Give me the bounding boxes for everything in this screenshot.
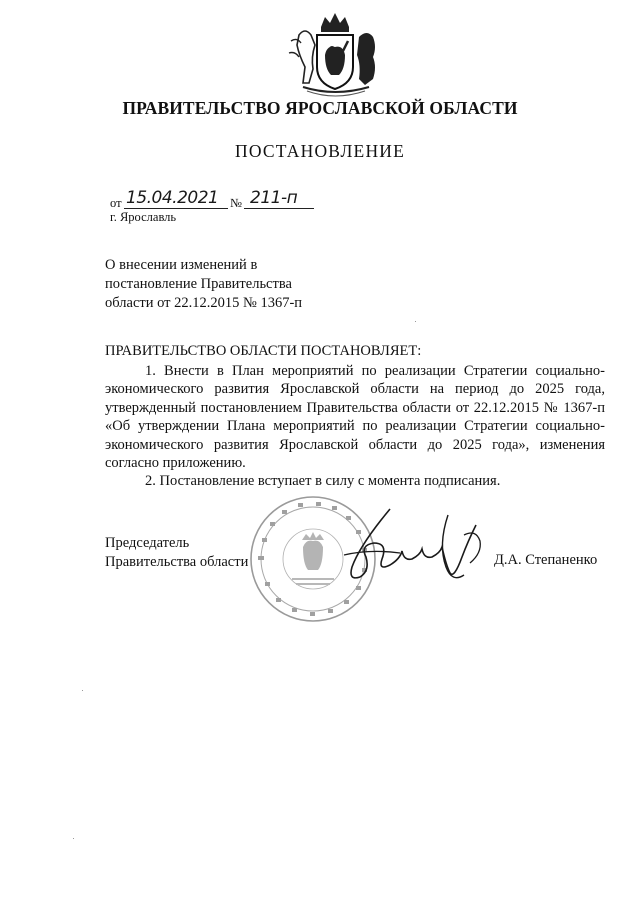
document-type: ПОСТАНОВЛЕНИЕ — [234, 141, 406, 161]
subject-line: О внесении изменений в — [105, 257, 258, 273]
number-value: 211-п — [250, 188, 298, 208]
signatory-title — [105, 534, 248, 572]
coat-of-arms-icon — [285, 5, 385, 101]
subject-block — [105, 256, 365, 313]
scan-speck — [73, 838, 74, 839]
date-value: 15.04.2021 — [126, 188, 219, 208]
body-text — [105, 362, 605, 491]
subject-line: постановление Правительства — [105, 276, 292, 292]
date-underline — [124, 208, 228, 209]
clause-1: 1. Внести в План мероприятий по реализации Стратегии социально-экономического развития Ярославской области на период до 2025 года, утвержденный постановлением Правительства области от 22.12.2015 № 1367-п «Об утверждении Плана мероприятий по реализации Стратегии социально-экономического развития Ярославской области до 2025 года», изменения согласно приложению. — [105, 363, 605, 472]
resolves-heading: ПРАВИТЕЛЬСТВО ОБЛАСТИ ПОСТАНОВЛЯЕТ: — [105, 343, 422, 359]
signatory-title-line: Правительства области — [105, 554, 249, 570]
scan-speck — [82, 690, 83, 691]
signatory-title-line: Председатель — [105, 535, 190, 551]
handwritten-signature-icon — [330, 505, 490, 595]
number-underline — [244, 208, 314, 209]
city-label: г. Ярославль — [110, 210, 177, 224]
number-prefix: № — [230, 196, 242, 210]
date-prefix: от — [110, 196, 122, 210]
signatory-name: Д.А. Степаненко — [494, 552, 598, 568]
subject-line: области от 22.12.2015 № 1367-п — [105, 295, 303, 311]
clause-2: 2. Постановление вступает в силу с момента подписания. — [145, 473, 501, 490]
scan-speck — [415, 321, 416, 322]
organization-title: ПРАВИТЕЛЬСТВО ЯРОСЛАВСКОЙ ОБЛАСТИ — [122, 98, 518, 118]
